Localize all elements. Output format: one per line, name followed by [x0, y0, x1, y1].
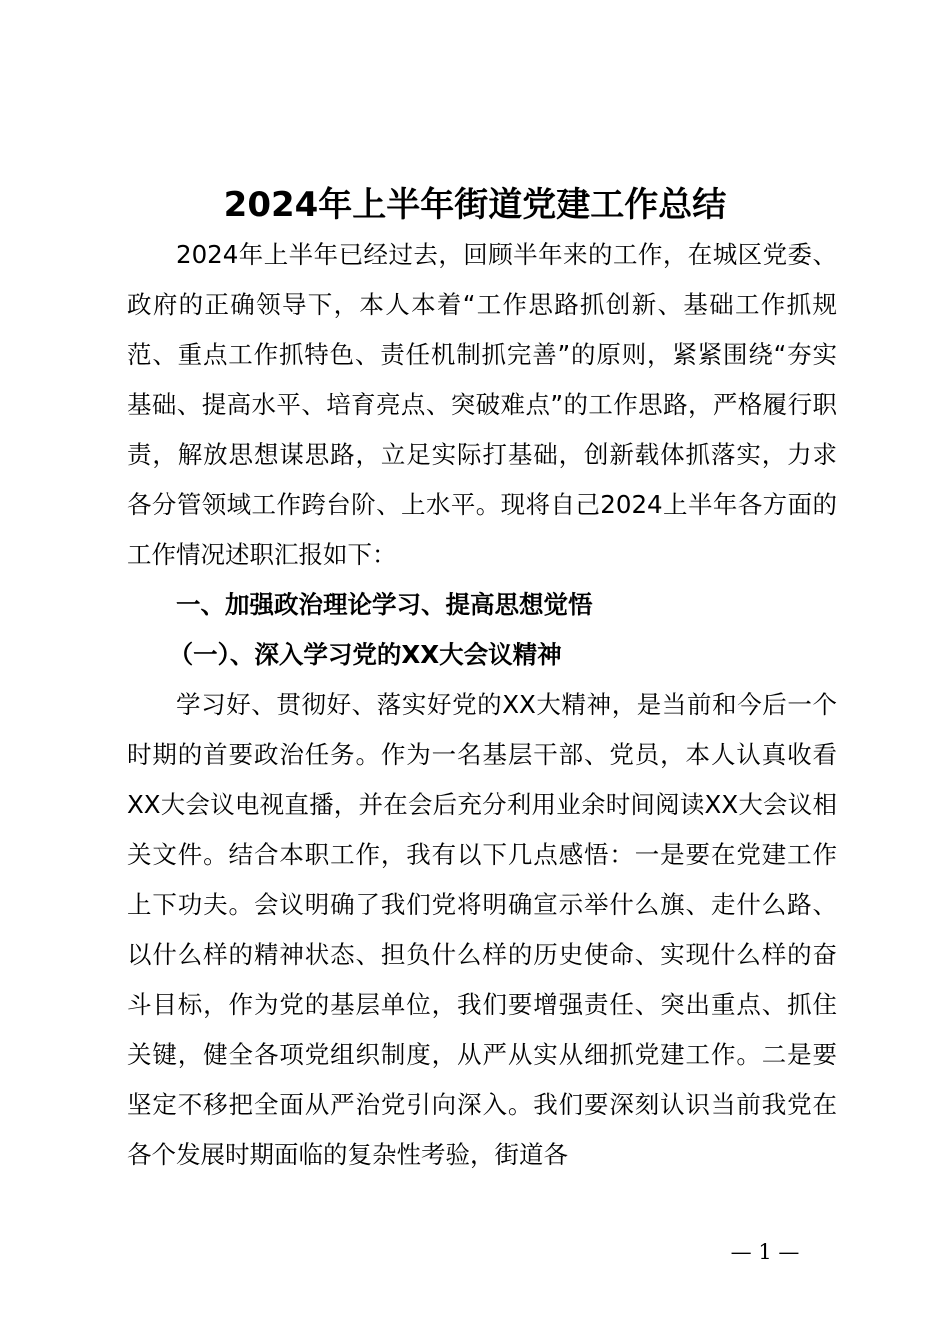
- intro-paragraph: 2024年上半年已经过去，回顾半年来的工作，在城区党委、政府的正确领导下，本人本着“工作思路抓创新、基础工作抓规范、重点工作抓特色、责任机制抓完善”的原则，紧紧围绕“夯实基础、提高水平、培育亮点、突破难点”的工作思路，严格履行职责，解放思想谋思路，立足实际打基础，创新载体抓落实，力求各分管领域工作跨台阶、上水平。现将自己2024上半年各方面的工作情况述职汇报如下：: [127, 240, 837, 569]
- page-number: — 1 —: [730, 1240, 800, 1264]
- document-body: [127, 230, 837, 1180]
- body-paragraph-1: 学习好、贯彻好、落实好党的XX大精神，是当前和今后一个时期的首要政治任务。作为一名基层干部、党员，本人认真收看XX大会议电视直播，并在会后充分利用业余时间阅读XX大会议相关文件。结合本职工作，我有以下几点感悟：一是要在党建工作上下功夫。会议明确了我们党将明确宣示举什么旗、走什么路、以什么样的精神状态、担负什么样的历史使命、实现什么样的奋斗目标，作为党的基层单位，我们要增强责任、突出重点、抓住关键，健全各项党组织制度，从严从实从细抓党建工作。二是要坚定不移把全面从严治党引向深入。我们要深刻认识当前我党在各个发展时期面临的复杂性考验，街道各: [127, 690, 837, 1169]
- subsection-heading-1: （一）、深入学习党的XX大会议精神: [168, 640, 562, 669]
- document-title: 2024年上半年街道党建工作总结: [223, 185, 727, 225]
- section-heading-1: 一、加强政治理论学习、提高思想觉悟: [176, 590, 593, 619]
